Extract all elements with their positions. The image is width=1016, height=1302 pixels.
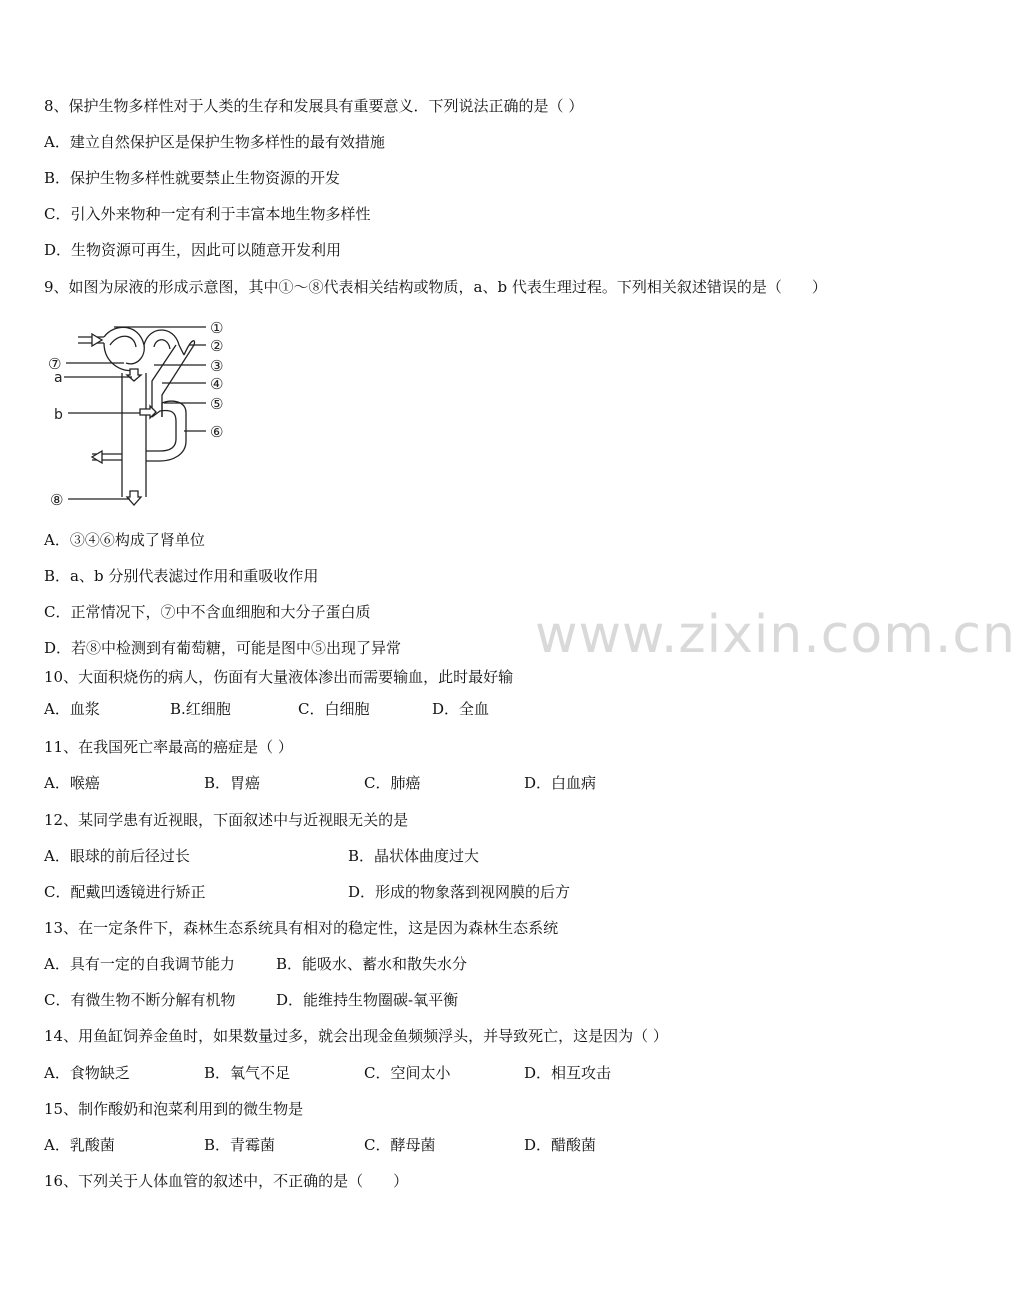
q11-option-c: C．肺癌	[364, 774, 421, 792]
q11-option-d: D．白血病	[524, 774, 597, 792]
q14-option-d: D．相互攻击	[524, 1064, 612, 1082]
q13-option-d: D．能维持生物圈碳-氧平衡	[276, 991, 459, 1009]
q8-option-a: A．建立自然保护区是保护生物多样性的最有效措施	[44, 133, 385, 151]
q15-stem: 15、制作酸奶和泡菜利用到的微生物是	[44, 1100, 304, 1118]
q9-option-a: A．③④⑥构成了肾单位	[44, 531, 205, 549]
q12-option-b: B．晶状体曲度过大	[348, 847, 480, 865]
q12-option-c: C．配戴凹透镜进行矫正	[44, 883, 206, 901]
q10-stem: 10、大面积烧伤的病人，伤面有大量液体渗出而需要输血，此时最好输	[44, 668, 514, 686]
q13-option-b: B．能吸水、蓄水和散失水分	[276, 955, 468, 973]
q14-option-b: B．氧气不足	[204, 1064, 291, 1082]
q13-option-a: A．具有一定的自我调节能力	[44, 955, 235, 973]
q12-option-a: A．眼球的前后径过长	[44, 847, 190, 865]
nephron-diagram	[44, 315, 244, 515]
q9-option-c: C．正常情况下，⑦中不含血细胞和大分子蛋白质	[44, 603, 371, 621]
q10-option-a: A．血浆	[44, 700, 100, 718]
q14-option-a: A．食物缺乏	[44, 1064, 130, 1082]
q8-stem: 8、保护生物多样性对于人类的生存和发展具有重要意义．下列说法正确的是（ ）	[44, 97, 584, 115]
q12-option-d: D．形成的物象落到视网膜的后方	[348, 883, 571, 901]
q15-option-a: A．乳酸菌	[44, 1136, 115, 1154]
q15-option-d: D．醋酸菌	[524, 1136, 597, 1154]
label-7: ⑦	[48, 355, 62, 373]
label-b: b	[54, 407, 63, 423]
label-8: ⑧	[50, 491, 64, 509]
q13-stem: 13、在一定条件下，森林生态系统具有相对的稳定性，这是因为森林生态系统	[44, 919, 559, 937]
q16-stem: 16、下列关于人体血管的叙述中，不正确的是（ ）	[44, 1172, 409, 1190]
label-1: ①	[210, 319, 224, 337]
q14-option-c: C．空间太小	[364, 1064, 451, 1082]
q10-option-b: B.红细胞	[170, 700, 231, 718]
q10-option-c: C．白细胞	[298, 700, 370, 718]
label-3: ③	[210, 357, 224, 375]
q15-option-b: B．青霉菌	[204, 1136, 276, 1154]
label-5: ⑤	[210, 395, 224, 413]
q11-option-b: B．胃癌	[204, 774, 261, 792]
q13-option-c: C．有微生物不断分解有机物	[44, 991, 236, 1009]
label-6: ⑥	[210, 423, 224, 441]
label-a: a	[54, 370, 63, 386]
q12-stem: 12、某同学患有近视眼，下面叙述中与近视眼无关的是	[44, 811, 409, 829]
label-4: ④	[210, 375, 224, 393]
q8-option-d: D．生物资源可再生，因此可以随意开发利用	[44, 241, 342, 259]
q8-option-c: C．引入外来物种一定有利于丰富本地生物多样性	[44, 205, 371, 223]
q8-option-b: B．保护生物多样性就要禁止生物资源的开发	[44, 169, 341, 187]
q10-option-d: D．全血	[432, 700, 490, 718]
q15-option-c: C．酵母菌	[364, 1136, 436, 1154]
label-2: ②	[210, 337, 224, 355]
watermark: www.zixin.com.cn	[535, 605, 1016, 665]
q14-stem: 14、用鱼缸饲养金鱼时，如果数量过多，就会出现金鱼频频浮头，并导致死亡，这是因为（ ）	[44, 1027, 668, 1045]
q11-option-a: A．喉癌	[44, 774, 100, 792]
q9-option-d: D．若⑧中检测到有葡萄糖，可能是图中⑤出现了异常	[44, 639, 402, 657]
q9-option-b: B．a、b 分别代表滤过作用和重吸收作用	[44, 567, 319, 585]
q9-stem: 9、如图为尿液的形成示意图，其中①～⑧代表相关结构或物质，a、b 代表生理过程。下列相关叙述错误的是（ ）	[44, 278, 827, 296]
q11-stem: 11、在我国死亡率最高的癌症是（ ）	[44, 738, 293, 756]
